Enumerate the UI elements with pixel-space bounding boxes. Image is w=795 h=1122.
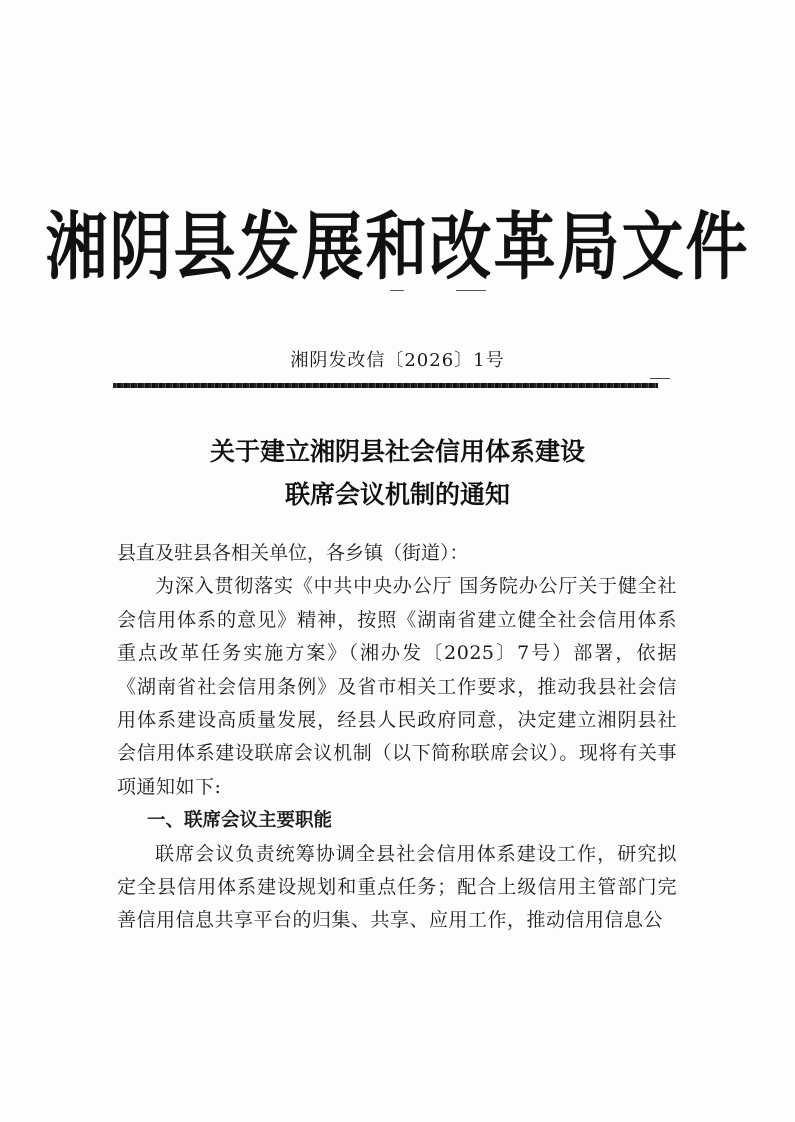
header-divider-rule xyxy=(113,383,658,388)
notice-title-line-2: 联席会议机制的通知 xyxy=(284,480,510,509)
document-body xyxy=(117,537,677,938)
paragraph-functions: 联席会议负责统筹协调全县社会信用体系建设工作，研究拟定全县信用体系建设规划和重点任务；配合上级信用主管部门完善信用信息共享平台的归集、共享、应用工作，推动信用信息公 xyxy=(117,842,677,932)
salutation: 县直及驻县各相关单位，各乡镇（街道）： xyxy=(117,542,469,564)
issuer-title: 湘阴县发展和改革局文件 xyxy=(45,203,750,290)
rule-tail-mark xyxy=(650,378,670,379)
paragraph-intro: 为深入贯彻落实《中共中央办公厅 国务院办公厅关于健全社会信用体系的意见》精神，按照《湖南省建立健全社会信用体系重点改革任务实施方案》（湘办发〔2025〕7号）部署，依据《湖南省社会信用条例》及省市相关工作要求，推动我县社会信用体系建设高质量发展，经县人民政府同意，决定建立湘阴县社会信用体系建设联席会议机制（以下简称联席会议）。现将有关事项通知如下: xyxy=(117,575,677,798)
notice-title-line-1: 关于建立湘阴县社会信用体系建设 xyxy=(209,437,585,466)
scan-mark xyxy=(390,290,404,291)
notice-title xyxy=(0,430,795,516)
scan-mark xyxy=(456,290,486,291)
section-heading: 一、联席会议主要职能 xyxy=(147,810,333,832)
document-number: 湘阴发改信〔2026〕1号 xyxy=(290,350,505,371)
